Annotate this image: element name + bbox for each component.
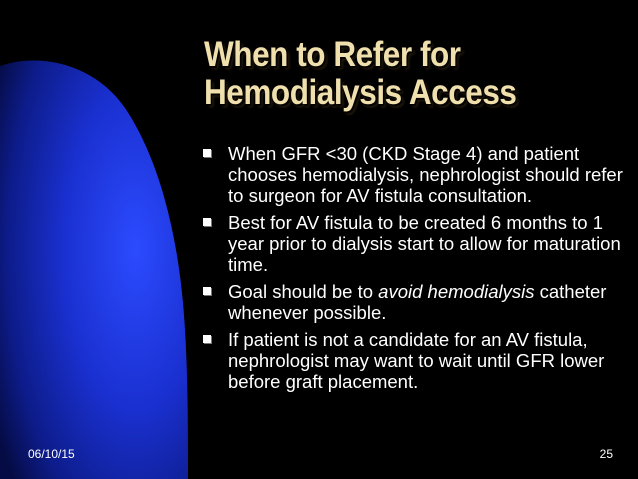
bullet-text: Best for AV fistula to be created 6 months to 1 year prior to dialysis start to allow for maturation time. bbox=[228, 212, 621, 275]
bullet-text: If patient is not a candidate for an AV fistula, nephrologist may want to wait until GFR lower before graft placement. bbox=[228, 329, 605, 392]
bullet-text bbox=[228, 281, 606, 323]
bullet-item-goal bbox=[203, 281, 623, 323]
bullet-item-gfr-referral bbox=[203, 143, 623, 206]
bullet-item-timing bbox=[203, 212, 623, 275]
slide-title-line-1: When to Refer for bbox=[204, 35, 461, 74]
bullet-text-emphasis: avoid hemodialysis bbox=[378, 281, 535, 302]
bullet-text-after: catheter whenever possible. bbox=[228, 281, 607, 323]
square-bullet-icon bbox=[203, 287, 211, 295]
square-bullet-icon bbox=[203, 218, 211, 226]
bullet-list bbox=[203, 143, 623, 398]
slide-title-line-2: Hemodialysis Access bbox=[204, 73, 517, 112]
square-bullet-icon bbox=[203, 149, 211, 157]
footer-date: 06/10/15 bbox=[28, 447, 75, 461]
bullet-text-before: Goal should be to bbox=[228, 281, 379, 302]
slide-title bbox=[204, 36, 582, 112]
bullet-text: When GFR <30 (CKD Stage 4) and patient chooses hemodialysis, nephrologist should refer to surgeon for AV fistula consultation. bbox=[228, 143, 623, 206]
square-bullet-icon bbox=[203, 335, 211, 343]
page-number: 25 bbox=[599, 447, 613, 461]
bullet-item-graft bbox=[203, 329, 623, 392]
